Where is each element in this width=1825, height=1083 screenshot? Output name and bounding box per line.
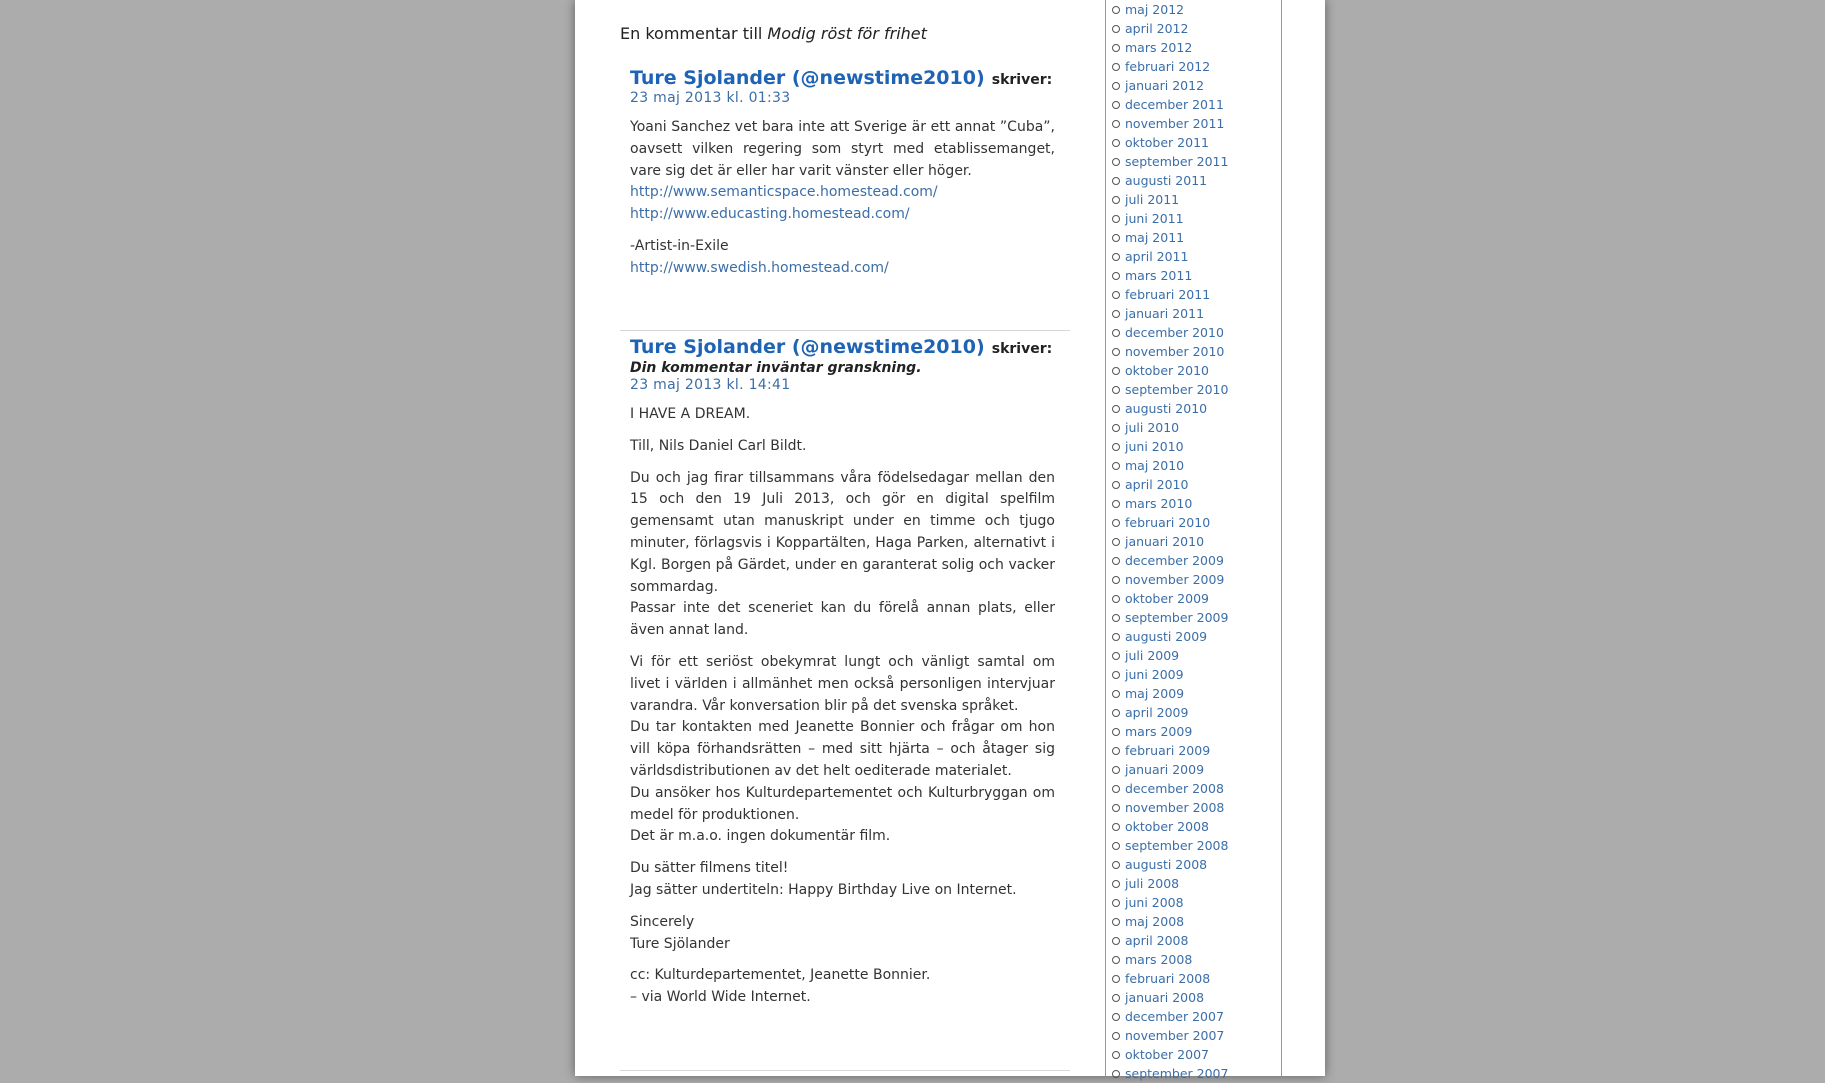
circle-bullet-icon — [1112, 918, 1120, 926]
circle-bullet-icon — [1112, 329, 1120, 337]
archive-item — [1112, 133, 1228, 152]
archive-month-link[interactable]: mars 2009 — [1125, 724, 1193, 739]
circle-bullet-icon — [1112, 120, 1120, 128]
comment-date-link[interactable]: 23 maj 2013 kl. 14:41 — [630, 377, 791, 393]
archive-month-link[interactable]: februari 2008 — [1125, 971, 1211, 986]
circle-bullet-icon — [1112, 595, 1120, 603]
circle-bullet-icon — [1112, 861, 1120, 869]
comment-author-link[interactable]: Ture Sjolander (@newstime2010) — [630, 336, 985, 358]
circle-bullet-icon — [1112, 652, 1120, 660]
archive-month-link[interactable]: mars 2012 — [1125, 40, 1193, 55]
comment-text: Jag sätter undertiteln: Happy Birthday Live on Internet. — [630, 881, 1017, 898]
archive-item — [1112, 722, 1228, 741]
archive-item — [1112, 779, 1228, 798]
archive-item — [1112, 1007, 1228, 1026]
archive-month-link[interactable]: oktober 2010 — [1125, 363, 1209, 378]
archive-month-link[interactable]: april 2010 — [1125, 477, 1189, 492]
archive-month-link[interactable]: april 2011 — [1125, 249, 1189, 264]
archive-item — [1112, 665, 1228, 684]
comment-date-link[interactable]: 23 maj 2013 kl. 01:33 — [630, 90, 791, 106]
archive-item — [1112, 608, 1228, 627]
archive-item — [1112, 152, 1228, 171]
comment-link[interactable]: http://www.educasting.homestead.com/ — [630, 206, 910, 223]
archive-month-link[interactable]: januari 2009 — [1125, 762, 1205, 777]
archive-item — [1112, 437, 1228, 456]
comment-paragraph — [630, 468, 1055, 642]
archive-item — [1112, 209, 1228, 228]
archive-month-link[interactable]: november 2009 — [1125, 572, 1225, 587]
archive-item — [1112, 247, 1228, 266]
archive-month-link[interactable]: september 2008 — [1125, 838, 1229, 853]
archive-month-link[interactable]: augusti 2008 — [1125, 857, 1208, 872]
archive-month-link[interactable]: september 2010 — [1125, 382, 1229, 397]
archive-month-link[interactable]: april 2012 — [1125, 21, 1189, 36]
circle-bullet-icon — [1112, 6, 1120, 14]
archive-month-link[interactable]: juli 2008 — [1125, 876, 1180, 891]
archive-month-link[interactable]: juni 2010 — [1125, 439, 1184, 454]
comment-link[interactable]: http://www.semanticspace.homestead.com/ — [630, 184, 938, 201]
circle-bullet-icon — [1112, 443, 1120, 451]
archive-item — [1112, 323, 1228, 342]
circle-bullet-icon — [1112, 899, 1120, 907]
comment-text: Passar inte det sceneriet kan du förelå annan plats, eller även annat land. — [630, 600, 1055, 639]
archive-month-link[interactable]: januari 2010 — [1125, 534, 1205, 549]
comment-text: -Artist-in-Exile — [630, 237, 729, 254]
archive-item — [1112, 969, 1228, 988]
archive-month-link[interactable]: februari 2012 — [1125, 59, 1211, 74]
archive-month-link[interactable]: maj 2010 — [1125, 458, 1185, 473]
archive-item — [1112, 380, 1228, 399]
circle-bullet-icon — [1112, 82, 1120, 90]
circle-bullet-icon — [1112, 804, 1120, 812]
archive-list — [1112, 0, 1228, 1083]
archive-month-link[interactable]: maj 2009 — [1125, 686, 1185, 701]
circle-bullet-icon — [1112, 576, 1120, 584]
circle-bullet-icon — [1112, 25, 1120, 33]
comment — [620, 67, 1070, 290]
comment-link[interactable]: http://www.swedish.homestead.com/ — [630, 259, 889, 276]
circle-bullet-icon — [1112, 785, 1120, 793]
comments-heading-prefix: En kommentar till — [620, 24, 763, 43]
comment-says-label: skriver: — [991, 341, 1053, 357]
circle-bullet-icon — [1112, 975, 1120, 983]
comment-says-label: skriver: — [991, 72, 1053, 88]
circle-bullet-icon — [1112, 367, 1120, 375]
archive-item — [1112, 285, 1228, 304]
archive-item — [1112, 646, 1228, 665]
archive-month-link[interactable]: september 2007 — [1125, 1066, 1229, 1081]
archive-item — [1112, 1026, 1228, 1045]
archive-month-link[interactable]: mars 2010 — [1125, 496, 1193, 511]
circle-bullet-icon — [1112, 709, 1120, 717]
comments-heading — [620, 24, 1080, 43]
circle-bullet-icon — [1112, 823, 1120, 831]
comment-header — [630, 67, 1070, 89]
comment-paragraph — [630, 404, 1055, 426]
post-title: Modig röst för frihet — [767, 24, 927, 43]
archive-month-link[interactable]: februari 2009 — [1125, 743, 1211, 758]
comment-text: I HAVE A DREAM. — [630, 406, 751, 422]
archive-item — [1112, 551, 1228, 570]
comment-paragraph — [630, 117, 1055, 226]
archive-item — [1112, 836, 1228, 855]
circle-bullet-icon — [1112, 690, 1120, 698]
comment-text: cc: Kulturdepartementet, Jeanette Bonnier. — [630, 967, 931, 984]
sidebar — [1105, 0, 1282, 1081]
archive-item — [1112, 19, 1228, 38]
archive-item — [1112, 988, 1228, 1007]
comment-divider — [620, 330, 1070, 331]
archive-item — [1112, 931, 1228, 950]
circle-bullet-icon — [1112, 291, 1120, 299]
comment-text: Yoani Sanchez vet bara inte att Sverige är ett annat ”Cuba”, oavsett vilken regering som styrt med etablissemanget, vare sig det är eller har varit vänster eller höger. — [630, 119, 1055, 179]
archive-item — [1112, 475, 1228, 494]
archive-month-link[interactable]: maj 2012 — [1125, 2, 1185, 17]
archive-item — [1112, 418, 1228, 437]
moderation-notice: Din kommentar inväntar granskning. — [630, 360, 922, 376]
archive-month-link[interactable]: mars 2011 — [1125, 268, 1193, 283]
archive-month-link[interactable]: januari 2012 — [1125, 78, 1205, 93]
comment-text: Vi för ett seriöst obekymrat lungt och vänligt samtal om livet i världen i allmänhet men också personligen intervjuar varandra. Vår konversation blir på det svenska språket. — [630, 653, 1055, 714]
circle-bullet-icon — [1112, 557, 1120, 565]
archive-item — [1112, 399, 1228, 418]
archive-month-link[interactable]: januari 2008 — [1125, 990, 1205, 1005]
circle-bullet-icon — [1112, 253, 1120, 261]
archive-item — [1112, 190, 1228, 209]
circle-bullet-icon — [1112, 766, 1120, 774]
archive-month-link[interactable]: april 2008 — [1125, 933, 1189, 948]
archive-item — [1112, 855, 1228, 874]
circle-bullet-icon — [1112, 101, 1120, 109]
comment-text: Det är m.a.o. ingen dokumentär film. — [630, 828, 891, 845]
archive-month-link[interactable]: december 2007 — [1125, 1009, 1224, 1024]
archive-month-link[interactable]: oktober 2011 — [1125, 135, 1209, 150]
archive-month-link[interactable]: januari 2011 — [1125, 306, 1205, 321]
archive-item — [1112, 741, 1228, 760]
circle-bullet-icon — [1112, 44, 1120, 52]
archive-month-link[interactable]: oktober 2008 — [1125, 819, 1209, 834]
archive-item — [1112, 589, 1228, 608]
archive-month-link[interactable]: juli 2010 — [1125, 420, 1180, 435]
circle-bullet-icon — [1112, 177, 1120, 185]
circle-bullet-icon — [1112, 272, 1120, 280]
circle-bullet-icon — [1112, 994, 1120, 1002]
archive-item — [1112, 893, 1228, 912]
archive-item — [1112, 57, 1228, 76]
circle-bullet-icon — [1112, 842, 1120, 850]
archive-month-link[interactable]: november 2011 — [1125, 116, 1225, 131]
circle-bullet-icon — [1112, 614, 1120, 622]
archive-month-link[interactable]: mars 2008 — [1125, 952, 1193, 967]
circle-bullet-icon — [1112, 671, 1120, 679]
archive-month-link[interactable]: juni 2011 — [1125, 211, 1184, 226]
comment-text: Du och jag firar tillsammans våra födelsedagar mellan den 15 och den 19 Juli 2013, och gör en digital spelfilm gemensamt utan manuskript under en timme och tjugo minuter, förlagsvis i Koppartälten, Haga Parken, alternativt i Kgl. Borgen på Gärdet, under en garanterat solig och vacker sommardag. — [630, 469, 1055, 595]
comment-paragraph — [630, 965, 1055, 1009]
archive-item — [1112, 703, 1228, 722]
circle-bullet-icon — [1112, 1013, 1120, 1021]
circle-bullet-icon — [1112, 405, 1120, 413]
archive-item — [1112, 1064, 1228, 1083]
circle-bullet-icon — [1112, 747, 1120, 755]
circle-bullet-icon — [1112, 234, 1120, 242]
circle-bullet-icon — [1112, 424, 1120, 432]
archive-item — [1112, 760, 1228, 779]
archive-month-link[interactable]: augusti 2010 — [1125, 401, 1208, 416]
archive-item — [1112, 456, 1228, 475]
archive-month-link[interactable]: februari 2010 — [1125, 515, 1211, 530]
comment-text: Du ansöker hos Kulturdepartementet och Kulturbryggan om medel för produktionen. — [630, 784, 1055, 823]
circle-bullet-icon — [1112, 1051, 1120, 1059]
comment-body — [630, 404, 1055, 1009]
circle-bullet-icon — [1112, 880, 1120, 888]
circle-bullet-icon — [1112, 63, 1120, 71]
comment-body — [630, 117, 1055, 280]
archive-month-link[interactable]: februari 2011 — [1125, 287, 1211, 302]
archive-item — [1112, 950, 1228, 969]
comment-text: Du sätter filmens titel! — [630, 860, 789, 877]
page-container — [575, 0, 1325, 1081]
archive-item — [1112, 798, 1228, 817]
comment-paragraph — [630, 652, 1055, 848]
archive-month-link[interactable]: december 2008 — [1125, 781, 1224, 796]
archive-month-link[interactable]: maj 2008 — [1125, 914, 1185, 929]
circle-bullet-icon — [1112, 1070, 1120, 1078]
archive-month-link[interactable]: juli 2009 — [1125, 648, 1180, 663]
circle-bullet-icon — [1112, 937, 1120, 945]
archive-item — [1112, 874, 1228, 893]
circle-bullet-icon — [1112, 386, 1120, 394]
archive-item — [1112, 342, 1228, 361]
archive-item — [1112, 95, 1228, 114]
comment-divider — [620, 1070, 1070, 1071]
comment-text: Du tar kontakten med Jeanette Bonnier och frågar om hon vill köpa förhandsrätten – med sitt hjärta – och åtager sig världsdistributionen av det helt oediterade materialet. — [630, 719, 1055, 779]
archive-item — [1112, 570, 1228, 589]
comment-text: – via World Wide Internet. — [630, 989, 811, 1006]
circle-bullet-icon — [1112, 1032, 1120, 1040]
archive-month-link[interactable]: november 2010 — [1125, 344, 1225, 359]
archive-month-link[interactable]: november 2008 — [1125, 800, 1225, 815]
comment-author-link[interactable]: Ture Sjolander (@newstime2010) — [630, 67, 985, 89]
comment-paragraph — [630, 858, 1055, 902]
archive-month-link[interactable]: december 2011 — [1125, 97, 1224, 112]
archive-item — [1112, 228, 1228, 247]
archive-item — [1112, 1045, 1228, 1064]
archive-item — [1112, 817, 1228, 836]
archive-item — [1112, 114, 1228, 133]
archive-month-link[interactable]: april 2009 — [1125, 705, 1189, 720]
comment-paragraph — [630, 436, 1055, 458]
archive-item — [1112, 38, 1228, 57]
archive-item — [1112, 76, 1228, 95]
comment-text: Sincerely — [630, 913, 695, 930]
circle-bullet-icon — [1112, 633, 1120, 641]
archive-item — [1112, 684, 1228, 703]
archive-item — [1112, 361, 1228, 380]
circle-bullet-icon — [1112, 538, 1120, 546]
archive-item — [1112, 171, 1228, 190]
circle-bullet-icon — [1112, 956, 1120, 964]
archive-item — [1112, 532, 1228, 551]
archive-month-link[interactable]: september 2011 — [1125, 154, 1229, 169]
circle-bullet-icon — [1112, 215, 1120, 223]
archive-month-link[interactable]: juni 2008 — [1125, 895, 1184, 910]
archive-month-link[interactable]: december 2010 — [1125, 325, 1224, 340]
archive-month-link[interactable]: augusti 2009 — [1125, 629, 1208, 644]
archive-month-link[interactable]: maj 2011 — [1125, 230, 1185, 245]
comment-paragraph — [630, 236, 1055, 280]
circle-bullet-icon — [1112, 139, 1120, 147]
archive-item — [1112, 0, 1228, 19]
circle-bullet-icon — [1112, 728, 1120, 736]
circle-bullet-icon — [1112, 500, 1120, 508]
archive-item — [1112, 513, 1228, 532]
circle-bullet-icon — [1112, 348, 1120, 356]
archive-month-link[interactable]: juli 2011 — [1125, 192, 1180, 207]
circle-bullet-icon — [1112, 310, 1120, 318]
archive-item — [1112, 912, 1228, 931]
comment-text: Ture Sjölander — [630, 935, 730, 952]
archive-month-link[interactable]: oktober 2007 — [1125, 1047, 1209, 1062]
archive-month-link[interactable]: september 2009 — [1125, 610, 1229, 625]
archive-month-link[interactable]: augusti 2011 — [1125, 173, 1208, 188]
archive-item — [1112, 627, 1228, 646]
archive-month-link[interactable]: oktober 2009 — [1125, 591, 1209, 606]
archive-month-link[interactable]: december 2009 — [1125, 553, 1224, 568]
circle-bullet-icon — [1112, 481, 1120, 489]
archive-item — [1112, 266, 1228, 285]
archive-month-link[interactable]: november 2007 — [1125, 1028, 1225, 1043]
archive-item — [1112, 304, 1228, 323]
comment — [620, 336, 1070, 1019]
circle-bullet-icon — [1112, 462, 1120, 470]
circle-bullet-icon — [1112, 519, 1120, 527]
comment-paragraph — [630, 912, 1055, 956]
comment-header — [630, 336, 1070, 358]
circle-bullet-icon — [1112, 158, 1120, 166]
circle-bullet-icon — [1112, 196, 1120, 204]
archive-item — [1112, 494, 1228, 513]
comment-text: Till, Nils Daniel Carl Bildt. — [630, 437, 807, 454]
archive-month-link[interactable]: juni 2009 — [1125, 667, 1184, 682]
